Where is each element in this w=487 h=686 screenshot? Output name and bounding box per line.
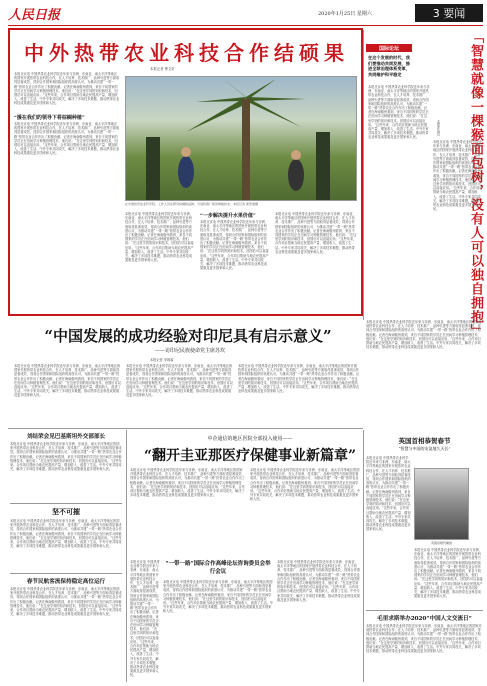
inset-body: 本报北京电 中国热带农业科学院近年来与非洲、东南亚、南太平洋等地区的国家开展热带农业科技合作，在人才培养、技术推广、品种引进等方面取得显著成效，得到合作国家和国际组织的高度认可，为推动共建“一带一路”热带农业合作作出了积极贡献。记者在海南儋州看到，来自不同国家的学员正在田间学习种植管理技术，他们说：“在这里学到的知识和技术，回国后可以直接应用。”这些年来，合作项目帮助当地农民提高产量、增加收入，改善了生活。中外专家共同攻关，解决了多项技术难题，推动热带农业科技成果惠及更多国家和人民。 xyxy=(163,580,273,614)
section-divider xyxy=(8,428,363,429)
story-body: 本报北京电 中国热带农业科学院近年来与非洲、东南亚、南太平洋等地区的国家开展热带农业科技合作，在人才培养、技术推广、品种引进等方面取得显著成效，得到合作国家和国际组织的高度认可，为推动共建“一带一路”热带农业合作作出了积极贡献。记者在海南儋州看到，来自不同国家的学员正在田间学习种植管理技术，他们说：“在这里学到的知识和技术，回国后可以直接应用。”这些年来，合作项目帮助当地农民提高产量、增加收入，改善了生活。中外专家共同攻关，解决了多项技术难题，推动热带农业科技成果惠及更多国家和人民。 xyxy=(130,468,245,498)
news-body: 本报北京电 中国热带农业科学院近年来与非洲、东南亚、南太平洋等地区的国家开展热带农业科技合作，在人才培养、技术推广、品种引进等方面取得显著成效，得到合作国家和国际组织的高度认可，为推动共建“一带一路”热带农业合作作出了积极贡献。记者在海南儋州看到，来自不同国家的学员正在田间学习种植管理技术，他们说：“在这里学到的知识和技术，回国后可以直接应用。”这些年来，合作项目帮助当地农民提高产量、增加收入，改善了生活。中外专家共同攻关，解决了多项技术难题，推动热带农业科技成果惠及更多国家和人民。 xyxy=(10,587,122,617)
interview-subtitle: ——访印尼民族使命党主席苏坎 xyxy=(154,348,225,354)
palm-tree-graphic xyxy=(126,77,357,201)
news-subheadline: “智慧与中国的友谊地久天长” xyxy=(398,446,451,451)
header-rule xyxy=(8,25,483,26)
news-body: 本报北京电 中国热带农业科学院近年来与非洲、东南亚、南太平洋等地区的国家开展热带农业科技合作，在人才培养、技术推广、品种引进等方面取得显著成效，得到合作国家和国际组织的高度认可，为推动共建“一带一路”热带农业合作作出了积极贡献。记者在海南儋州看到，来自不同国家的学员正在田间学习种植管理技术，他们说：“在这里学到的知识和技术，回国后可以直接应用。”这些年来，合作项目帮助当地农民提高产量、增加收入，改善了生活。中外专家共同攻关，解决了多项技术难题，推动热带农业科技成果惠及更多国家和人民。 xyxy=(10,519,122,549)
feature-body-text: 本报北京电 中国热带农业科学院近年来与非洲、东南亚、南太平洋等地区的国家开展热带农业科技合作，在人才培养、技术推广、品种引进等方面取得显著成效，得到合作国家和国际组织的高度认可，为推动共建“一带一路”热带农业合作作出了积极贡献。记者在海南儋州看到，来自不同国家的学员正在田间学习种植管理技术，他们说：“在这里学到的知识和技术，回国后可以直接应用。”这些年来，合作项目帮助当地农民提高产量、增加收入，改善了生活。中外专家共同攻关，解决了多项技术难题，推动热带农业科技成果惠及更多国家和人民。 xyxy=(200,220,269,271)
column-divider xyxy=(363,430,364,682)
interview-byline: 本报记者 李姝睿 xyxy=(150,358,174,362)
commentary-body: 本报北京电 中国热带农业科学院近年来与非洲、东南亚、南太平洋等地区的国家开展热带农业科技合作，在人才培养、技术推广、品种引进等方面取得显著成效，得到合作国家和国际组织的高度认可，为推动共建“一带一路”热带农业合作作出了积极贡献。记者在海南儋州看到，来自不同国家的学员正在田间学习种植管理技术，他们说：“在这里学到的知识和技术，回国后可以直接应用。”这些年来，合作项目帮助当地农民提高产量、增加收入，改善了生活。中外专家共同攻关，解决了多项技术难题，推动热带农业科技成果惠及更多国家和人民。 xyxy=(368,85,430,140)
news-headline: 毛里求斯举办2020“中国人文交流日” xyxy=(377,616,472,622)
commentary-vertical-title: 「智慧就像一棵猴面包树，没有人可以独自拥抱」 xyxy=(468,30,483,338)
story-kicker: 中企通信的地区医院全部投入使用—— xyxy=(207,436,293,442)
news-headline: 坚不可摧 xyxy=(52,507,80,516)
feature-byline: 本报记者 曹文轩 xyxy=(150,67,175,71)
commentary-body: 本报北京电 中国热带农业科学院近年来与非洲、东南亚、南太平洋等地区的国家开展热带农业科技合作，在人才培养、技术推广、品种引进等方面取得显著成效，得到合作国家和国际组织的高度认可，为推动共建“一带一路”热带农业合作作出了积极贡献。记者在海南儋州看到，来自不同国家的学员正在田间学习种植管理技术，他们说：“在这里学到的知识和技术，回国后可以直接应用。”这些年来，合作项目帮助当地农民提高产量、增加收入，改善了生活。中外专家共同攻关，解决了多项技术难题，推动热带农业科技成果惠及更多国家和人民。 xyxy=(366,320,482,350)
news-body: 本报北京电 中国热带农业科学院近年来与非洲、东南亚、南太平洋等地区的国家开展热带农业科技合作，在人才培养、技术推广、品种引进等方面取得显著成效，得到合作国家和国际组织的高度认可，为推动共建“一带一路”热带农业合作作出了积极贡献。记者在海南儋州看到，来自不同国家的学员正在田间学习种植管理技术，他们说：“在这里学到的知识和技术，回国后可以直接应用。”这些年来，合作项目帮助当地农民提高产量、增加收入，改善了生活。中外专家共同攻关，解决了多项技术难题，推动热带农业科技成果惠及更多国家和人民。 xyxy=(366,624,482,654)
interview-title: “中国发展的成功经验对印尼具有启示意义” xyxy=(44,327,332,345)
portrait-caption: 英国首相约翰逊 xyxy=(430,541,452,545)
news-divider xyxy=(10,573,122,574)
news-body: 本报北京电 中国热带农业科学院近年来与非洲、东南亚、南太平洋等地区的国家开展热带农业科技合作，在人才培养、技术推广、品种引进等方面取得显著成效，得到合作国家和国际组织的高度认可，为推动共建“一带一路”热带农业合作作出了积极贡献。记者在海南儋州看到，来自不同国家的学员正在田间学习种植管理技术，他们说：“在这里学到的知识和技术，回国后可以直接应用。”这些年来，合作项目帮助当地农民提高产量、增加收入，改善了生活。中外专家共同攻关，解决了多项技术难题，推动热带农业科技成果惠及更多国家和人民。 xyxy=(366,456,411,532)
feature-title: 中外热带农业科技合作结硕果 xyxy=(24,41,349,65)
column-divider xyxy=(363,30,364,320)
news-body: 本报北京电 中国热带农业科学院近年来与非洲、东南亚、南太平洋等地区的国家开展热带农业科技合作，在人才培养、技术推广、品种引进等方面取得显著成效，得到合作国家和国际组织的高度认可，为推动共建“一带一路”热带农业合作作出了积极贡献。记者在海南儋州看到，来自不同国家的学员正在田间学习种植管理技术，他们说：“在这里学到的知识和技术，回国后可以直接应用。”这些年来，合作项目帮助当地农民提高产量、增加收入，改善了生活。中外专家共同攻关，解决了多项技术难题，推动热带农业科技成果惠及更多国家和人民。 xyxy=(414,548,483,599)
prime-minister-portrait xyxy=(414,468,469,540)
issue-date: 2020年1月25日 星期六 xyxy=(318,11,372,17)
inset-headline: “一带一路”国际合作高峰论坛咨询委员会举行会议 xyxy=(165,561,271,575)
story-body: 本报北京电 中国热带农业科学院近年来与非洲、东南亚、南太平洋等地区的国家开展热带农业科技合作，在人才培养、技术推广、品种引进等方面取得显著成效，得到合作国家和国际组织的高度认可，为推动共建“一带一路”热带农业合作作出了积极贡献。记者在海南儋州看到，来自不同国家的学员正在田间学习种植管理技术，他们说：“在这里学到的知识和技术，回国后可以直接应用。”这些年来，合作项目帮助当地农民提高产量、增加收入，改善了生活。中外专家共同攻关，解决了多项技术难题，推动热带农业科技成果惠及更多国家和人民。 xyxy=(277,560,360,602)
commentary-body: 本报北京电 中国热带农业科学院近年来与非洲、东南亚、南太平洋等地区的国家开展热带农业科技合作，在人才培养、技术推广、品种引进等方面取得显著成效，得到合作国家和国际组织的高度认可，为推动共建“一带一路”热带农业合作作出了积极贡献。记者在海南儋州看到，来自不同国家的学员正在田间学习种植管理技术，他们说：“在这里学到的知识和技术，回国后可以直接应用。”这些年来，合作项目帮助当地农民提高产量、增加收入，改善了生活。中外专家共同攻关，解决了多项技术难题，推动热带农业科技成果惠及更多国家和人民。 xyxy=(433,140,483,212)
news-divider xyxy=(10,503,122,504)
feature-subhead: “援在我们的领导下将棕榈种植” xyxy=(14,115,85,121)
news-headline: 春节民航客流保持稳定高位运行 xyxy=(26,579,106,585)
feature-body-text: 本报北京电 中国热带农业科学院近年来与非洲、东南亚、南太平洋等地区的国家开展热带农业科技合作，在人才培养、技术推广、品种引进等方面取得显著成效，得到合作国家和国际组织的高度认可，为推动共建“一带一路”热带农业合作作出了积极贡献。记者在海南儋州看到，来自不同国家的学员正在田间学习种植管理技术，他们说：“在这里学到的知识和技术，回国后可以直接应用。”这些年来，合作项目帮助当地农民提高产量、增加收入，改善了生活。中外专家共同攻关，解决了多项技术难题，推动热带农业科技成果惠及更多国家和人民。 xyxy=(275,212,357,254)
story-headline: “翻开圭亚那医疗保健事业新篇章” xyxy=(143,448,357,464)
news-headline: 英国首相恭贺春节 xyxy=(398,437,451,445)
news-body: 本报北京电 中国热带农业科学院近年来与非洲、东南亚、南太平洋等地区的国家开展热带农业科技合作，在人才培养、技术推广、品种引进等方面取得显著成效，得到合作国家和国际组织的高度认可，为推动共建“一带一路”热带农业合作作出了积极贡献。记者在海南儋州看到，来自不同国家的学员正在田间学习种植管理技术，他们说：“在这里学到的知识和技术，回国后可以直接应用。”这些年来，合作项目帮助当地农民提高产量、增加收入，改善了生活。中外专家共同攻关，解决了多项技术难题，推动热带农业科技成果惠及更多国家和人民。 xyxy=(10,442,122,472)
feature-body-text: 本报北京电 中国热带农业科学院近年来与非洲、东南亚、南太平洋等地区的国家开展热带农业科技合作，在人才培养、技术推广、品种引进等方面取得显著成效，得到合作国家和国际组织的高度认可，为推动共建“一带一路”热带农业合作作出了积极贡献。记者在海南儋州看到，来自不同国家的学员正在田间学习种植管理技术，他们说：“在这里学到的知识和技术，回国后可以直接应用。”这些年来，合作项目帮助当地农民提高产量、增加收入，改善了生活。中外专家共同攻关，解决了多项技术难题，推动热带农业科技成果惠及更多国家和人民。 xyxy=(14,72,120,106)
story-body: 本报北京电 中国热带农业科学院近年来与非洲、东南亚、南太平洋等地区的国家开展热带农业科技合作，在人才培养、技术推广、品种引进等方面取得显著成效，得到合作国家和国际组织的高度认可，为推动共建“一带一路”热带农业合作作出了积极贡献。记者在海南儋州看到，来自不同国家的学员正在田间学习种植管理技术，他们说：“在这里学到的知识和技术，回国后可以直接应用。”这些年来，合作项目帮助当地农民提高产量、增加收入，改善了生活。中外专家共同攻关，解决了多项技术难题，推动热带农业科技成果惠及更多国家和人民。 xyxy=(130,560,160,678)
photo-caption: 在中国热带农业科学院，工作人员在研究棕榈树品种，引进和推广新的种植技术。本报记者 龚普康摄 xyxy=(125,202,258,206)
interview-body: 本报北京电 中国热带农业科学院近年来与非洲、东南亚、南太平洋等地区的国家开展热带农业科技合作，在人才培养、技术推广、品种引进等方面取得显著成效，得到合作国家和国际组织的高度认可，为推动共建“一带一路”热带农业合作作出了积极贡献。记者在海南儋州看到，来自不同国家的学员正在田间学习种植管理技术，他们说：“在这里学到的知识和技术，回国后可以直接应用。”这些年来，合作项目帮助当地农民提高产量、增加收入，改善了生活。中外专家共同攻关，解决了多项技术难题，推动热带农业科技成果惠及更多国家和人民。 xyxy=(14,364,121,398)
interview-body: 本报北京电 中国热带农业科学院近年来与非洲、东南亚、南太平洋等地区的国家开展热带农业科技合作，在人才培养、技术推广、品种引进等方面取得显著成效，得到合作国家和国际组织的高度认可，为推动共建“一带一路”热带农业合作作出了积极贡献。记者在海南儋州看到，来自不同国家的学员正在田间学习种植管理技术，他们说：“在这里学到的知识和技术，回国后可以直接应用。”这些年来，合作项目帮助当地农民提高产量、增加收入，改善了生活。中外专家共同攻关，解决了多项技术难题，推动热带农业科技成果惠及更多国家和人民。 xyxy=(238,364,360,394)
feature-body-text: 本报北京电 中国热带农业科学院近年来与非洲、东南亚、南太平洋等地区的国家开展热带农业科技合作，在人才培养、技术推广、品种引进等方面取得显著成效，得到合作国家和国际组织的高度认可，为推动共建“一带一路”热带农业合作作出了积极贡献。记者在海南儋州看到，来自不同国家的学员正在田间学习种植管理技术，他们说：“在这里学到的知识和技术，回国后可以直接应用。”这些年来，合作项目帮助当地农民提高产量、增加收入，改善了生活。中外专家共同攻关，解决了多项技术难题，推动热带农业科技成果惠及更多国家和人民。 xyxy=(14,122,120,156)
newspaper-logo: 人民日报 xyxy=(8,8,61,23)
commentary-author: 本报评论员 xyxy=(436,120,440,136)
feature-body-text: 本报北京电 中国热带农业科学院近年来与非洲、东南亚、南太平洋等地区的国家开展热带农业科技合作，在人才培养、技术推广、品种引进等方面取得显著成效，得到合作国家和国际组织的高度认可，为推动共建“一带一路”热带农业合作作出了积极贡献。记者在海南儋州看到，来自不同国家的学员正在田间学习种植管理技术，他们说：“在这里学到的知识和技术，回国后可以直接应用。”这些年来，合作项目帮助当地农民提高产量、增加收入，改善了生活。中外专家共同攻关，解决了多项技术难题，推动热带农业科技成果惠及更多国家和人民。 xyxy=(125,212,194,263)
page-label: 3 要闻 xyxy=(415,4,483,22)
story-body: 本报北京电 中国热带农业科学院近年来与非洲、东南亚、南太平洋等地区的国家开展热带农业科技合作，在人才培养、技术推广、品种引进等方面取得显著成效，得到合作国家和国际组织的高度认可，为推动共建“一带一路”热带农业合作作出了积极贡献。记者在海南儋州看到，来自不同国家的学员正在田间学习种植管理技术，他们说：“在这里学到的知识和技术，回国后可以直接应用。”这些年来，合作项目帮助当地农民提高产量、增加收入，改善了生活。中外专家共同攻关，解决了多项技术难题，推动热带农业科技成果惠及更多国家和人民。 xyxy=(250,468,360,502)
news-headline: 刘结荣会见巴基斯坦外交部部长 xyxy=(26,434,106,440)
interview-body: 本报北京电 中国热带农业科学院近年来与非洲、东南亚、南太平洋等地区的国家开展热带农业科技合作，在人才培养、技术推广、品种引进等方面取得显著成效，得到合作国家和国际组织的高度认可，为推动共建“一带一路”热带农业合作作出了积极贡献。记者在海南儋州看到，来自不同国家的学员正在田间学习种植管理技术，他们说：“在这里学到的知识和技术，回国后可以直接应用。”这些年来，合作项目帮助当地农民提高产量、增加收入，改善了生活。中外专家共同攻关，解决了多项技术难题，推动热带农业科技成果惠及更多国家和人民。 xyxy=(126,364,233,398)
palm-plantation-photo xyxy=(125,76,357,201)
commentary-label: 国际论坛 xyxy=(366,44,412,52)
feature-subhead: “一步解决提升水果价值” xyxy=(200,213,256,219)
commentary-headline: 在这个发展的时代，我们要推动共同发展，推进全球治理体系变革，共同维护和平稳定 xyxy=(368,55,410,77)
column-divider xyxy=(126,430,127,682)
news-divider xyxy=(366,610,483,611)
